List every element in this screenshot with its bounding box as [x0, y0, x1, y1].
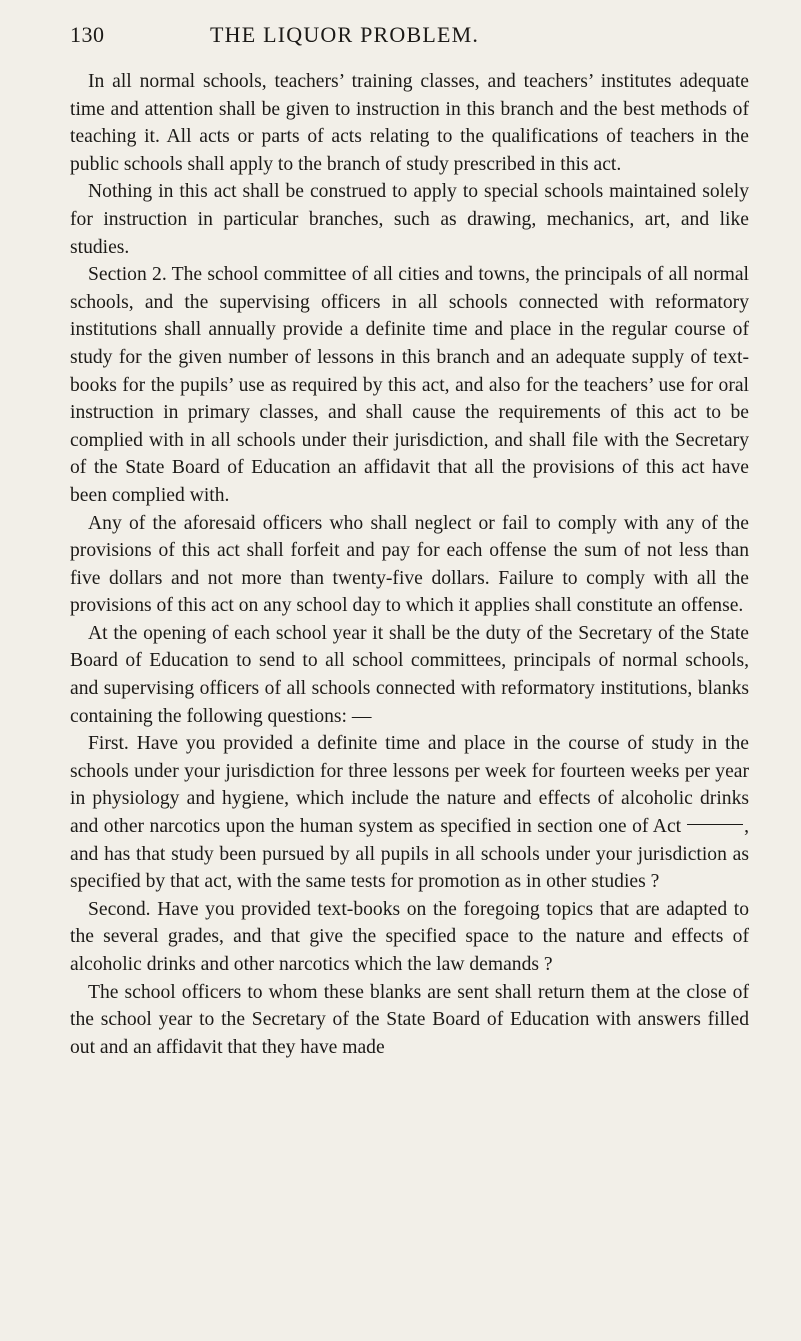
act-number-blank [687, 824, 743, 825]
body-text [70, 68, 749, 1061]
paragraph-penalty: Any of the aforesaid officers who shall neglect or fail to comply with any of the provisions of this act shall forfeit and pay for each offense the sum of not less than five dollars and not more than twenty-five dollars. Failure to comply with all the provisions of this act on any school day to which it applies shall constitute an offense. [70, 512, 749, 617]
paragraph-section-2: Section 2. The school committee of all cities and towns, the principals of all normal schools, and the supervising officers in all schools connected with reformatory institutions shall annually provide a definite time and place in the regular course of study for the given number of lessons in this branch and an adequate supply of text-books for the pupils’ use as required by this act, and also for the teachers’ use for oral instruction in primary classes, and shall cause the requirements of this act to be complied with in all schools under their jurisdiction, and shall file with the Secretary of the State Board of Education an affidavit that all the provisions of this act have been complied with. [70, 264, 749, 506]
first-question-start: First. Have you provided a definite time and place in the course of study in the schools under your jurisdiction for three lessons per week for fourteen weeks per year in physiology and hygiene, which include the nature and effects of alcoholic drinks and other narcotics upon the human system as specified in section one of Act [70, 733, 749, 838]
paragraph-second-question: Second. Have you provided text-books on the foregoing topics that are adapted to the several grades, and that give the specified space to the nature and effects of alcoholic drinks and other narcotics which the law demands ? [70, 898, 749, 975]
page-number: 130 [70, 22, 105, 47]
first-question-end: , and has that study been pursued by all pupils in all schools under your jurisdiction as specified by that act, with the same tests for promotion as in other studies ? [70, 816, 749, 893]
paragraph-first-question [70, 730, 749, 896]
paragraph-teacher-training: In all normal schools, teachers’ training classes, and teachers’ institutes adequate time and attention shall be given to instruction in this branch and the best methods of teaching it. All acts or parts of acts relating to the qualifications of teachers in the public schools shall apply to the branch of study prescribed in this act. [70, 71, 749, 175]
paragraph-special-schools: Nothing in this act shall be construed to apply to special schools maintained solely for instruction in particular branches, such as drawing, mechanics, art, and like studies. [70, 181, 749, 258]
paragraph-return-blanks: The school officers to whom these blanks are sent shall return them at the close of the school year to the Secretary of the State Board of Education with answers filled out and an affidavit that they have made [70, 981, 749, 1058]
page-header [70, 22, 749, 66]
paragraph-annual-blanks: At the opening of each school year it shall be the duty of the Secretary of the State Board of Education to send to all school committees, principals of normal schools, and supervising officers of all schools connected with reformatory institutions, blanks containing the following questions: — [70, 622, 749, 727]
running-title: THE LIQUOR PROBLEM. [210, 22, 480, 47]
